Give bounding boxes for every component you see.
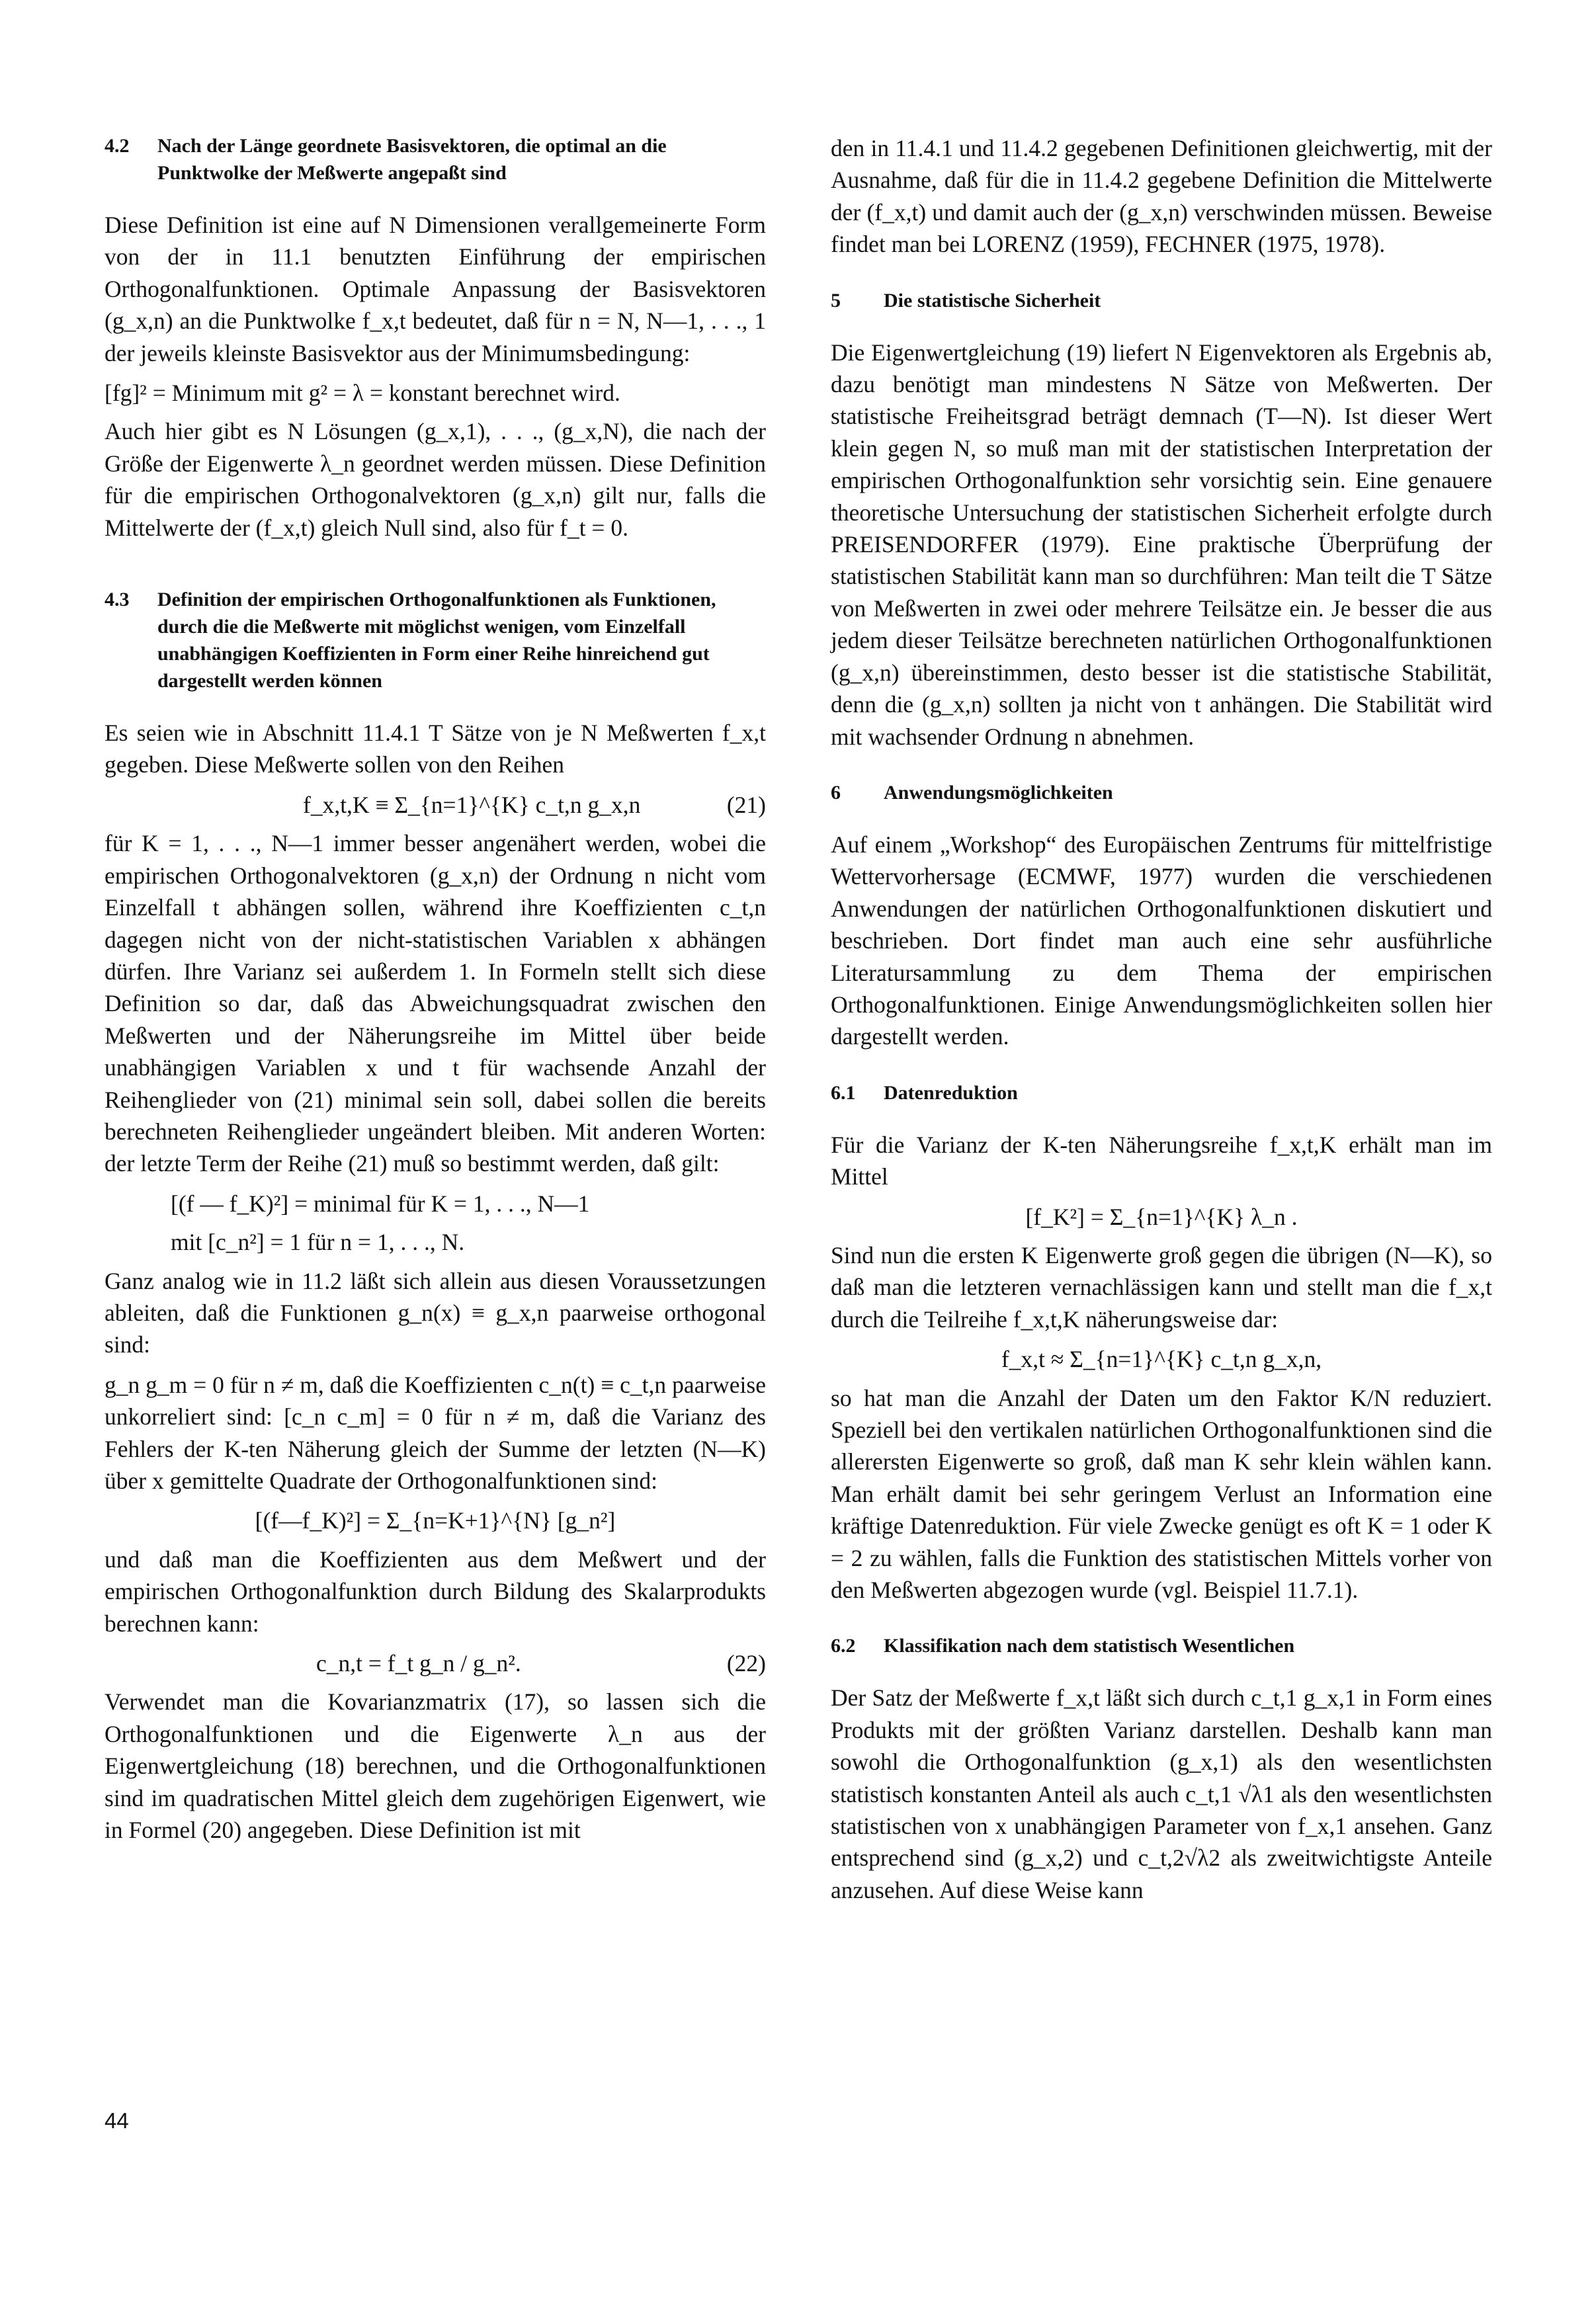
paragraph: Ganz analog wie in 11.2 läßt sich allein aus diesen Voraussetzungen ableiten, daß die Funktionen g_n(x) ≡ g_x,n paarweise orthogonal sind: xyxy=(105,1267,766,1358)
formula-constraint: mit [c_n²] = 1 für n = 1, . . ., N. xyxy=(171,1229,465,1256)
formula-variance: [f_K²] = Σ_{n=1}^{K} λ_n . xyxy=(1025,1203,1298,1230)
section-number: 6.1 xyxy=(831,1081,856,1104)
section-title: Klassifikation nach dem statistisch Wesentlichen xyxy=(884,1635,1295,1657)
formula-minimal: [(f — f_K)²] = minimal für K = 1, . . ., N—1 xyxy=(171,1190,590,1217)
paragraph: Für die Varianz der K-ten Näherungsreihe f_x,t,K erhält man im Mittel xyxy=(831,1131,1492,1190)
paragraph: Es seien wie in Abschnitt 11.4.1 T Sätze von je N Meßwerten f_x,t gegeben. Diese Meßwerte sollen von den Reihen xyxy=(105,720,766,778)
right-column xyxy=(831,132,1492,1914)
paragraph: und daß man die Koeffizienten aus dem Meßwert und der empirischen Orthogonalfunktion durch Bildung des Skalarprodukts berechnen kann: xyxy=(105,1546,766,1637)
equation-number: (21) xyxy=(726,791,766,818)
section-title: Die statistische Sicherheit xyxy=(884,289,1101,311)
section-title: Anwendungsmöglichkeiten xyxy=(884,781,1113,804)
equation-number: (22) xyxy=(726,1650,766,1677)
section-number: 4.2 xyxy=(105,135,130,157)
section-number: 5 xyxy=(831,289,841,311)
paragraph: g_n g_m = 0 für n ≠ m, daß die Koeffizienten c_n(t) ≡ c_t,n paarweise unkorreliert sind: [c_n c_m] = 0 für n ≠ m, daß die Varianz des Fehlers der K-ten Näherung gleich der Summe der letzten (N—K) über x gemittelte Quadrate der Orthogonalfunktionen sind: xyxy=(105,1371,766,1494)
equation-21 xyxy=(105,789,766,821)
formula-minimum: [fg]² = Minimum mit g² = λ = konstant berechnet wird. xyxy=(105,380,620,407)
paragraph: Sind nun die ersten K Eigenwerte groß gegen die übrigen (N—K), so daß man die letzteren vernachlässigen kann und stellt man die f_x,t durch die Teilreihe f_x,t,K näherungsweise dar: xyxy=(831,1241,1492,1333)
section-heading-6-1 xyxy=(831,1079,1492,1106)
equation-22 xyxy=(105,1647,766,1679)
section-heading-6 xyxy=(831,779,1492,806)
section-title: Nach der Länge geordnete Basisvektoren, die optimal an die Punktwolke der Meßwerte angepaßt sind xyxy=(157,135,667,184)
section-heading-6-2 xyxy=(831,1632,1492,1659)
section-heading-5 xyxy=(831,287,1492,314)
paragraph: Auch hier gibt es N Lösungen (g_x,1), . . ., (g_x,N), die nach der Größe der Eigenwerte λ_n geordnet werden müssen. Diese Definition für die empirischen Orthogonalvektoren (g_x,n) gilt nur, falls die Mittelwerte der (f_x,t) gleich Null sind, also für f_t = 0. xyxy=(105,418,766,541)
paragraph: für K = 1, . . ., N—1 immer besser angenähert werden, wobei die empirischen Orthogonalvektoren (g_x,n) der Ordnung n nicht vom Einzelfall t abhängen sollen, während ihre Koeffizienten c_t,n dagegen nicht von der nicht-statistischen Variablen x abhängen dürfen. Ihre Varianz sei außerdem 1. In Formeln stellt sich diese Definition so dar, daß das Abweichungsquadrat zwischen den Meßwerten und der Näherungsreihe im Mittel über beide unabhängigen Variablen x und t für wachsende Anzahl der Reihenglieder von (21) minimal sein soll, dabei sollen die bereits berechneten Reihenglieder ungeändert bleiben. Mit anderen Worten: der letzte Term der Reihe (21) muß so bestimmt werden, daß gilt: xyxy=(105,830,766,1177)
equation-body: f_x,t,K ≡ Σ_{n=1}^{K} c_t,n g_x,n xyxy=(303,791,641,818)
equation-body: c_n,t = f_t g_n / g_n². xyxy=(316,1650,521,1677)
section-heading-4-2 xyxy=(105,132,766,186)
formula-error-variance: [(f—f_K)²] = Σ_{n=K+1}^{N} [g_n²] xyxy=(255,1507,616,1534)
section-title: Definition der empirischen Orthogonalfunktionen als Funktionen, durch die die Meßwerte mit möglichst wenigen, vom Einzelfall unabhängigen Koeffizienten in Form einer Reihe hinreichend gut dargestellt werden können xyxy=(157,589,716,692)
formula-approximation: f_x,t ≈ Σ_{n=1}^{K} c_t,n g_x,n, xyxy=(1001,1346,1322,1373)
left-column xyxy=(105,132,766,1854)
section-number: 6 xyxy=(831,781,841,804)
paragraph: so hat man die Anzahl der Daten um den Faktor K/N reduziert. Speziell bei den vertikalen natürlichen Orthogonalfunktionen sind die allerersten Eigenwerte so groß, daß man K sehr klein wählen kann. Man erhält damit bei sehr geringem Verlust an Information eine kräftige Datenreduktion. Für viele Zwecke genügt es oft K = 1 oder K = 2 zu wählen, falls die Funktion des statistischen Mittels vorher von den Meßwerten abgezogen wurde (vgl. Beispiel 11.7.1). xyxy=(831,1384,1492,1604)
section-heading-4-3 xyxy=(105,586,766,694)
paragraph: Diese Definition ist eine auf N Dimensionen verallgemeinerte Form von der in 11.1 benutzten Einführung der empirischen Orthogonalfunktionen. Optimale Anpassung der Basisvektoren (g_x,n) an die Punktwolke f_x,t bedeutet, daß für n = N, N—1, . . ., 1 der jeweils kleinste Basisvektor aus der Minimumsbedingung: xyxy=(105,212,766,366)
section-number: 6.2 xyxy=(831,1635,856,1657)
section-number: 4.3 xyxy=(105,589,130,611)
paragraph: Die Eigenwertgleichung (19) liefert N Eigenvektoren als Ergebnis ab, dazu benötigt man mindestens N Sätze von Meßwerten. Der statistische Freiheitsgrad beträgt demnach (T—N). Ist dieser Wert klein gegen N, so muß man mit der statistischen Interpretation der empirischen Orthogonalfunktion sehr vorsichtig sein. Eine genauere theoretische Untersuchung der statistischen Sicherheit erfolgte durch PREISENDORFER (1979). Eine praktische Überprüfung der statistischen Stabilität kann man so durchführen: Man teilt die T Sätze von Meßwerten in zwei oder mehrere Teilsätze ein. Je besser die aus jedem dieser Teilsätze berechneten natürlichen Orthogonalfunktionen (g_x,n) übereinstimmen, desto besser ist die statistische Stabilität, denn die (g_x,n) sollten ja nicht von t anhängen. Die Stabilität wird mit wachsender Ordnung n abnehmen. xyxy=(831,339,1492,750)
paragraph: Der Satz der Meßwerte f_x,t läßt sich durch c_t,1 g_x,1 in Form eines Produkts mit der größten Varianz darstellen. Deshalb kann man sowohl die Orthogonalfunktion (g_x,1) als den wesentlichsten statistisch konstanten Anteil als auch c_t,1 √λ1 als den wesentlichsten statistischen von x unabhängigen Parameter von f_x,1 ansehen. Ganz entsprechend sind (g_x,2) und c_t,2√λ2 als zweitwichtigste Anteile anzusehen. Auf diese Weise kann xyxy=(831,1684,1492,1903)
paragraph: Verwendet man die Kovarianzmatrix (17), so lassen sich die Orthogonalfunktionen und die Eigenwerte λ_n aus der Eigenwertgleichung (18) berechnen, und die Orthogonalfunktionen sind im quadratischen Mittel gleich dem zugehörigen Eigenwert, wie in Formel (20) angegeben. Diese Definition ist mit xyxy=(105,1688,766,1844)
paragraph: Auf einem „Workshop“ des Europäischen Zentrums für mittelfristige Wettervorhersage (ECMWF, 1977) wurden die verschiedenen Anwendungen der natürlichen Orthogonalfunktionen diskutiert und beschrieben. Dort findet man auch eine sehr ausführliche Literatursammlung zu dem Thema der empirischen Orthogonalfunktionen. Einige Anwendungsmöglichkeiten sollen hier dargestellt werden. xyxy=(831,831,1492,1050)
page-number: 44 xyxy=(105,2108,129,2133)
paragraph: den in 11.4.1 und 11.4.2 gegebenen Definitionen gleichwertig, mit der Ausnahme, daß für die in 11.4.2 gegebene Definition die Mittelwerte der (f_x,t) und damit auch der (g_x,n) verschwinden müssen. Beweise findet man bei LORENZ (1959), FECHNER (1975, 1978). xyxy=(831,135,1492,258)
section-title: Datenreduktion xyxy=(884,1081,1018,1104)
